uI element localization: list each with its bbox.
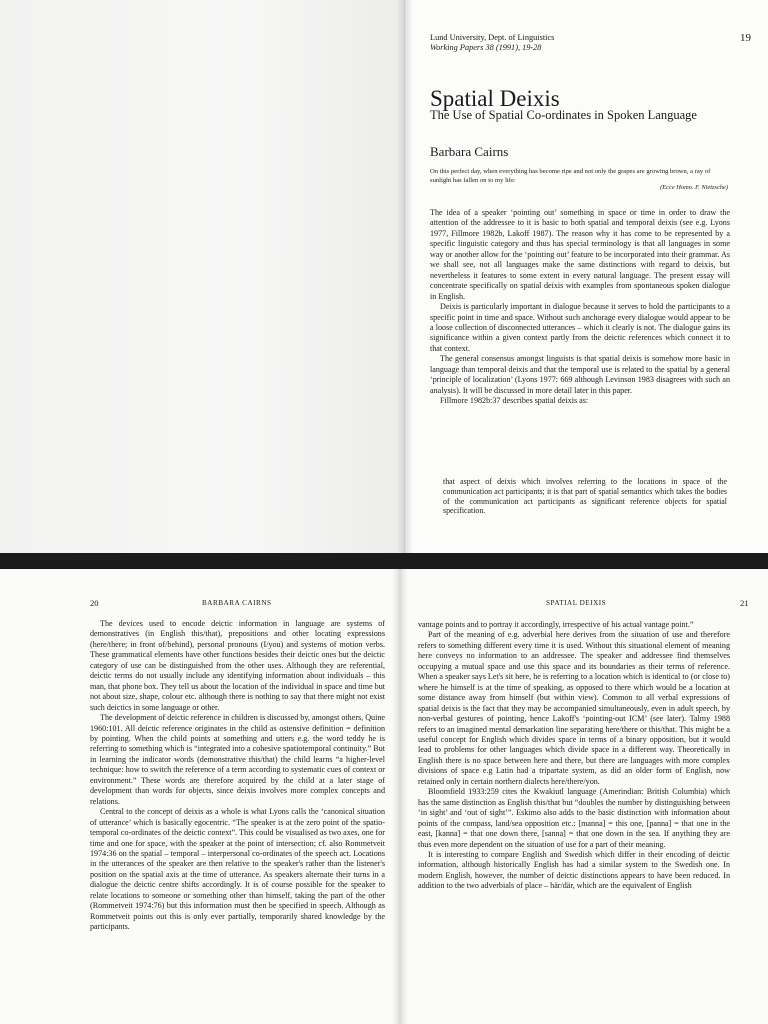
running-head-right: SPATIAL DEIXIS <box>546 599 607 607</box>
paragraph: Fillmore 1982b:37 describes spatial deixis as: <box>440 396 589 406</box>
paragraph: Part of the meaning of e.g. adverbial here derives from the situation of use and therefore refers to something different every time it is used. Without this situational element of meaning here conveys no information to an addressee. The speaker and addressee find themselves occupying a mutual space and use this space and its boundaries as their terms of reference. When a speaker says Let's sit here, he is referring to a location which is identical to (or close to) where he himself is at the time of speaking, as opposed to there which would be a location at some distance away from himself (but within view). Common to all verbal expressions of spatial deixis is the fact that they may be accompanied simultaneously, even in adult speech, by non-verbal gestures of pointing, hence Lakoff's ‘pointing-out ICM’ (see later). Talmy 1988 refers to an imagined mental demarkation line separating here/there or this/that. This might be a useful concept for English which divides space in terms of a binary opposition, but it would lead to problems for other languages which divide space in a different way. Theoretically in English there is no space between here and there, but there are languages with more complex divisions of space e.g Latin had a tripartate system, as did an older form of English, now retained only in certain northern dialects here/there/yon. <box>418 630 730 786</box>
paragraph: Bloomfield 1933:259 cites the Kwakiutl language (Amerindian: British Columbia) which has the same distinction as English this/that but “doubles the number by distinguishing between ‘in sight’ and ‘out of sight’”. Eskimo also adds to the basic distinction with information about points of the compass, land/sea opposition etc.: [manna] = this one, [panna] = that one in the east, [kanna] = that one down there, [sanna] = that one down in the sea. If anything they are thus even more dependent on the situation of use for a part of their meaning. <box>418 787 730 849</box>
article-title: Spatial Deixis <box>430 86 560 111</box>
epigraph: On this perfect day, when everything has become ripe and not only the grapes are growing brown, a ray of sunlight has fallen on to my life: <box>430 168 711 184</box>
running-head-left: BARBARA CAIRNS <box>202 599 272 607</box>
page-number-19: 19 <box>740 32 751 44</box>
article-subtitle: The Use of Spatial Co-ordinates in Spoken Language <box>430 108 697 122</box>
affiliation-line1: Lund University, Dept. of Linguistics <box>430 33 555 42</box>
book-gutter <box>392 569 408 1024</box>
paragraph: Central to the concept of deixis as a whole is what Lyons calls the ‘canonical situation of utterance’ which is basically egocentric. “The speaker is at the zero point of the spatio-temporal co-ordinates of the deictic context”. This could be visualised as two axes, one for time and one for space, with the speaker at the point of intersection; cf. also Rommetveit 1974:36 on the spatial – temporal – interpersonal co-ordinates of the speech act. Locations in the utterances of the speaker are then relative to the speaker's rather than the listener's position on the spatial axis at the time of utterance. As speakers alternate their turns in a dialogue the deictic centre shifts accordingly. It is of course possible for the speaker to relate locations to someone or something other than himself, taking the part of the other (Rommetveit 1974:76) but this information must then be specified in speech. Although as Rommetveit points out this is only ever partially, temporarily shared knowledge by the participants. <box>90 807 385 932</box>
book-gutter <box>397 0 413 553</box>
page-number-20: 20 <box>90 598 99 608</box>
blank-left-page <box>0 0 405 553</box>
paragraph: The idea of a speaker ‘pointing out’ something in space or time in order to draw the attention of the addressee to it is basic to both spatial and temporal deixis (see e.g. Lyons 1977, Fillmore 1982b, Lakoff 1987). The reason why it has come to be represented by a specific linguistic category and thus has special terminology is that all languages in some way or another allow for the ‘pointing out’ feature to be incorporated into their grammar. As we shall see, not all languages make the same distinctions with regard to deixis, but nevertheless it features to some extent in every natural language. The present essay will concentrate specifically on spatial deixis with examples from spontaneous spoken dialogue in English. <box>430 208 730 301</box>
author-name: Barbara Cairns <box>430 144 509 159</box>
page20-body <box>90 619 385 933</box>
paragraph: vantage points and to portray it accordingly, irrespective of his actual vantage point.” <box>418 620 694 629</box>
epigraph-source: (Ecce Homo. F. Nietzsche) <box>660 184 728 191</box>
page21-body <box>418 620 730 892</box>
block-quote: that aspect of deixis which involves referring to the locations in space of the communication act participants; it is that part of spatial semantics which takes the bodies of the communication act participants as significant reference objects for spatial specification. <box>443 477 727 516</box>
paragraph: Deixis is particularly important in dialogue because it serves to hold the participants to a specific point in time and space. Without such anchorage every dialogue would appear to be a loose collection of disconnected utterances – which it clearly is not. The dialogue gains its significance within a given context partly from the deictic references which connect it to that context. <box>430 302 730 353</box>
paragraph: The devices used to encode deictic information in language are systems of demonstratives (in English this/that), prepositions and other locating expressions (here/there; in front of/behind), personal pronouns (I/you) and systems of motion verbs. These grammatical elements have other functions besides their deictic ones but the deictic category of use can be distinguished from the other uses. Although they are referential, deictic terms do not usually include any identifying information about individuals – this man, that phone box. They tell us about the location of the individual in space and time but not about size, shape, colour etc. although there is nothing to say that there might not exist such deictics in some language or other. <box>90 619 385 712</box>
page19-body <box>430 208 730 407</box>
affiliation-line2: Working Papers 38 (1991), 19-28 <box>430 43 542 52</box>
affiliation <box>430 33 680 53</box>
paragraph: The development of deictic reference in children is discussed by, amongst others, Quine 1960:101. All deictic reference originates in the child as ostensive definition = definition by pointing. When the child points at something and utters e.g. the word teddy he is referring to something which is “integrated into a cohesive spatiotemporal continuity.” But in learning the indicator words (demonstrative this/that) the child learns “a higher-level technique: how to switch the reference of a term according to systematic cues of context or environment.” These words are therefore acquired by the child at a later stage of development than words for objects, since deixis involves more complex concepts and relations. <box>90 713 385 806</box>
page-number-21: 21 <box>740 598 749 608</box>
paragraph: The general consensus amongst linguists is that spatial deixis is somehow more basic in language than temporal deixis and that the temporal use is related to the spatial by a general ‘principle of localization’ (Lyons 1977: 669 although Levinson 1983 disagrees with such an analysis). It will be discussed in more detail later in this paper. <box>430 354 730 395</box>
paragraph: It is interesting to compare English and Swedish which differ in their encoding of deictic information, although historically English has had a similar system to the Swedish one. In modern English, however, the number of deictic distinctions appears to have been reduced. In addition to the two adverbials of place – här/där, which are the equivalent of English <box>418 849 730 891</box>
